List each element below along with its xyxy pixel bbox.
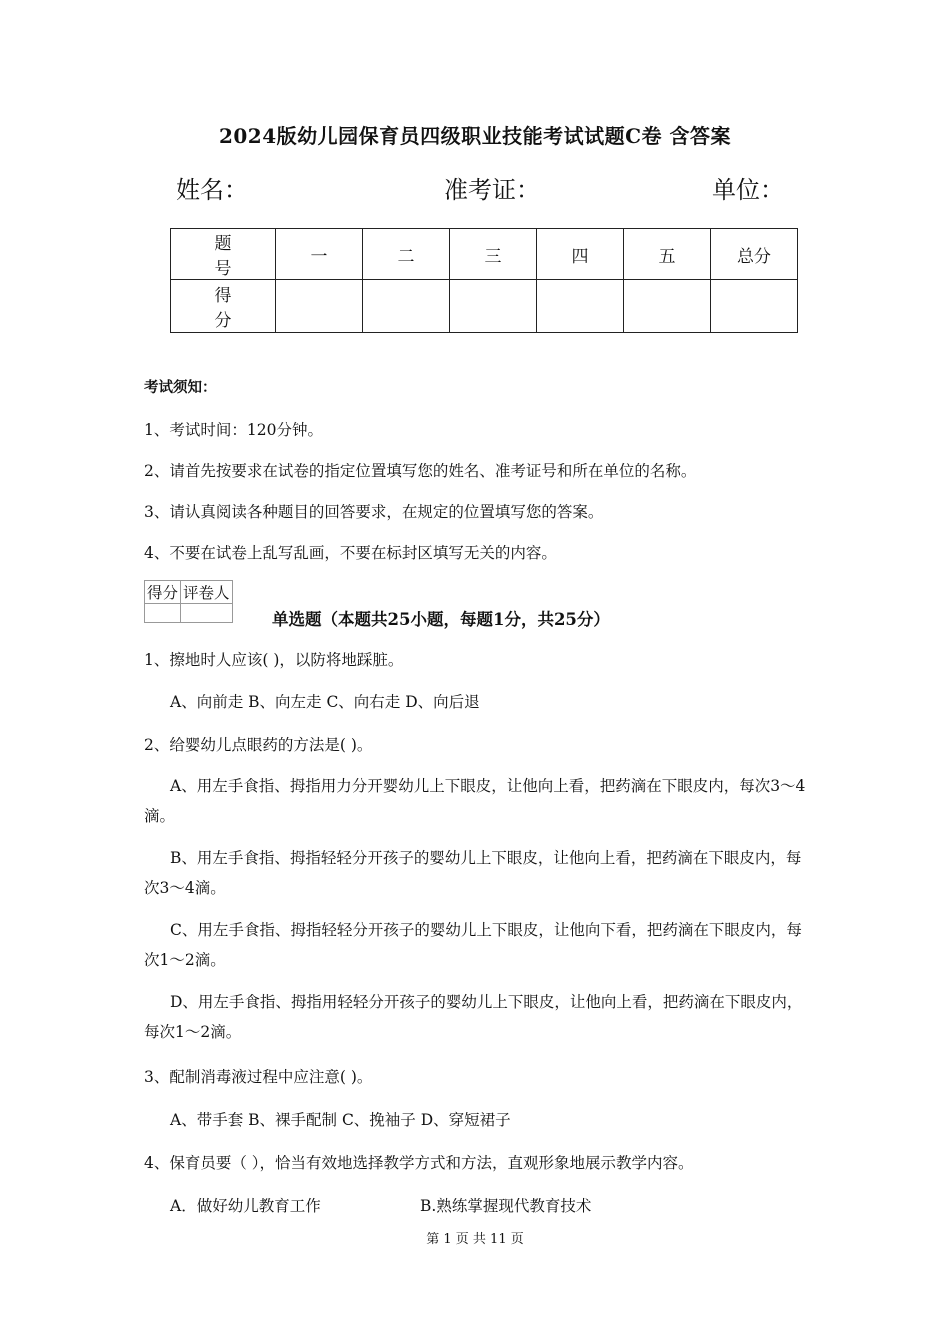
score-table-header-cell: 四 [537,229,624,280]
notice-heading: 考试须知： [144,379,217,396]
score-row-label: 得 分 [171,280,276,333]
score-table-header-cell: 一 [276,229,363,280]
score-table-header-cell: 三 [450,229,537,280]
score-table-header-cell: 总分 [711,229,798,280]
score-table-header-row [171,229,798,280]
question-2-option-c: C、用左手食指、拇指轻轻分开孩子的婴幼儿上下眼皮，让他向下看，把药滴在下眼皮内，每次1～2滴。 [144,921,802,969]
unit-field-label: 单位： [712,176,784,204]
exam-number-field-label: 准考证： [444,176,540,204]
question-3-options: A、带手套 B、裸手配制 C、挽袖子 D、穿短裙子 [170,1111,511,1129]
score-cell[interactable] [276,280,363,333]
score-cell[interactable] [537,280,624,333]
score-cell[interactable] [450,280,537,333]
name-field-label: 姓名： [176,176,248,204]
grader-name-cell[interactable] [181,604,233,623]
question-4-option-a: A．做好幼儿教育工作 [170,1197,321,1215]
notice-item: 1、考试时间：120分钟。 [144,421,323,439]
question-2-option-a: A、用左手食指、拇指用力分开婴幼儿上下眼皮，让他向上看，把药滴在下眼皮内，每次3～4滴。 [144,777,806,825]
score-cell[interactable] [363,280,450,333]
notice-item: 4、不要在试卷上乱写乱画，不要在标封区填写无关的内容。 [144,544,557,562]
question-1-stem: 1、擦地时人应该( )，以防将地踩脏。 [144,651,404,669]
score-table [170,228,798,333]
question-4-option-b: B.熟练掌握现代教育技术 [420,1197,592,1215]
page-footer: 第 1 页 共 11 页 [426,1232,524,1247]
score-table-score-row [171,280,798,333]
notice-item: 2、请首先按要求在试卷的指定位置填写您的姓名、准考证号和所在单位的名称。 [144,462,697,480]
notice-item: 3、请认真阅读各种题目的回答要求，在规定的位置填写您的答案。 [144,503,604,521]
question-4-stem: 4、保育员要（ ），恰当有效地选择教学方式和方法，直观形象地展示教学内容。 [144,1154,694,1172]
grader-box [144,580,233,623]
score-cell[interactable] [624,280,711,333]
question-2-stem: 2、给婴幼儿点眼药的方法是( )。 [144,736,373,754]
score-cell[interactable] [711,280,798,333]
grader-score-cell[interactable] [145,604,181,623]
score-table-header-cell: 题 号 [171,229,276,280]
question-2-option-b: B、用左手食指、拇指轻轻分开孩子的婴幼儿上下眼皮，让他向上看，把药滴在下眼皮内，每次3～4滴。 [144,849,802,897]
page-title: 2024版幼儿园保育员四级职业技能考试试题C卷 含答案 [218,124,732,148]
score-table-header-cell: 二 [363,229,450,280]
question-1-options: A、向前走 B、向左走 C、向右走 D、向后退 [170,693,480,711]
question-2-option-d: D、用左手食指、拇指用轻轻分开孩子的婴幼儿上下眼皮，让他向上看，把药滴在下眼皮内，每次1～2滴。 [144,993,803,1041]
question-3-stem: 3、配制消毒液过程中应注意( )。 [144,1068,373,1086]
section-title: 单选题（本题共25小题，每题1分，共25分） [272,610,610,629]
grader-score-label: 得分 [145,581,181,604]
score-table-header-cell: 五 [624,229,711,280]
grader-name-label: 评卷人 [181,581,233,604]
